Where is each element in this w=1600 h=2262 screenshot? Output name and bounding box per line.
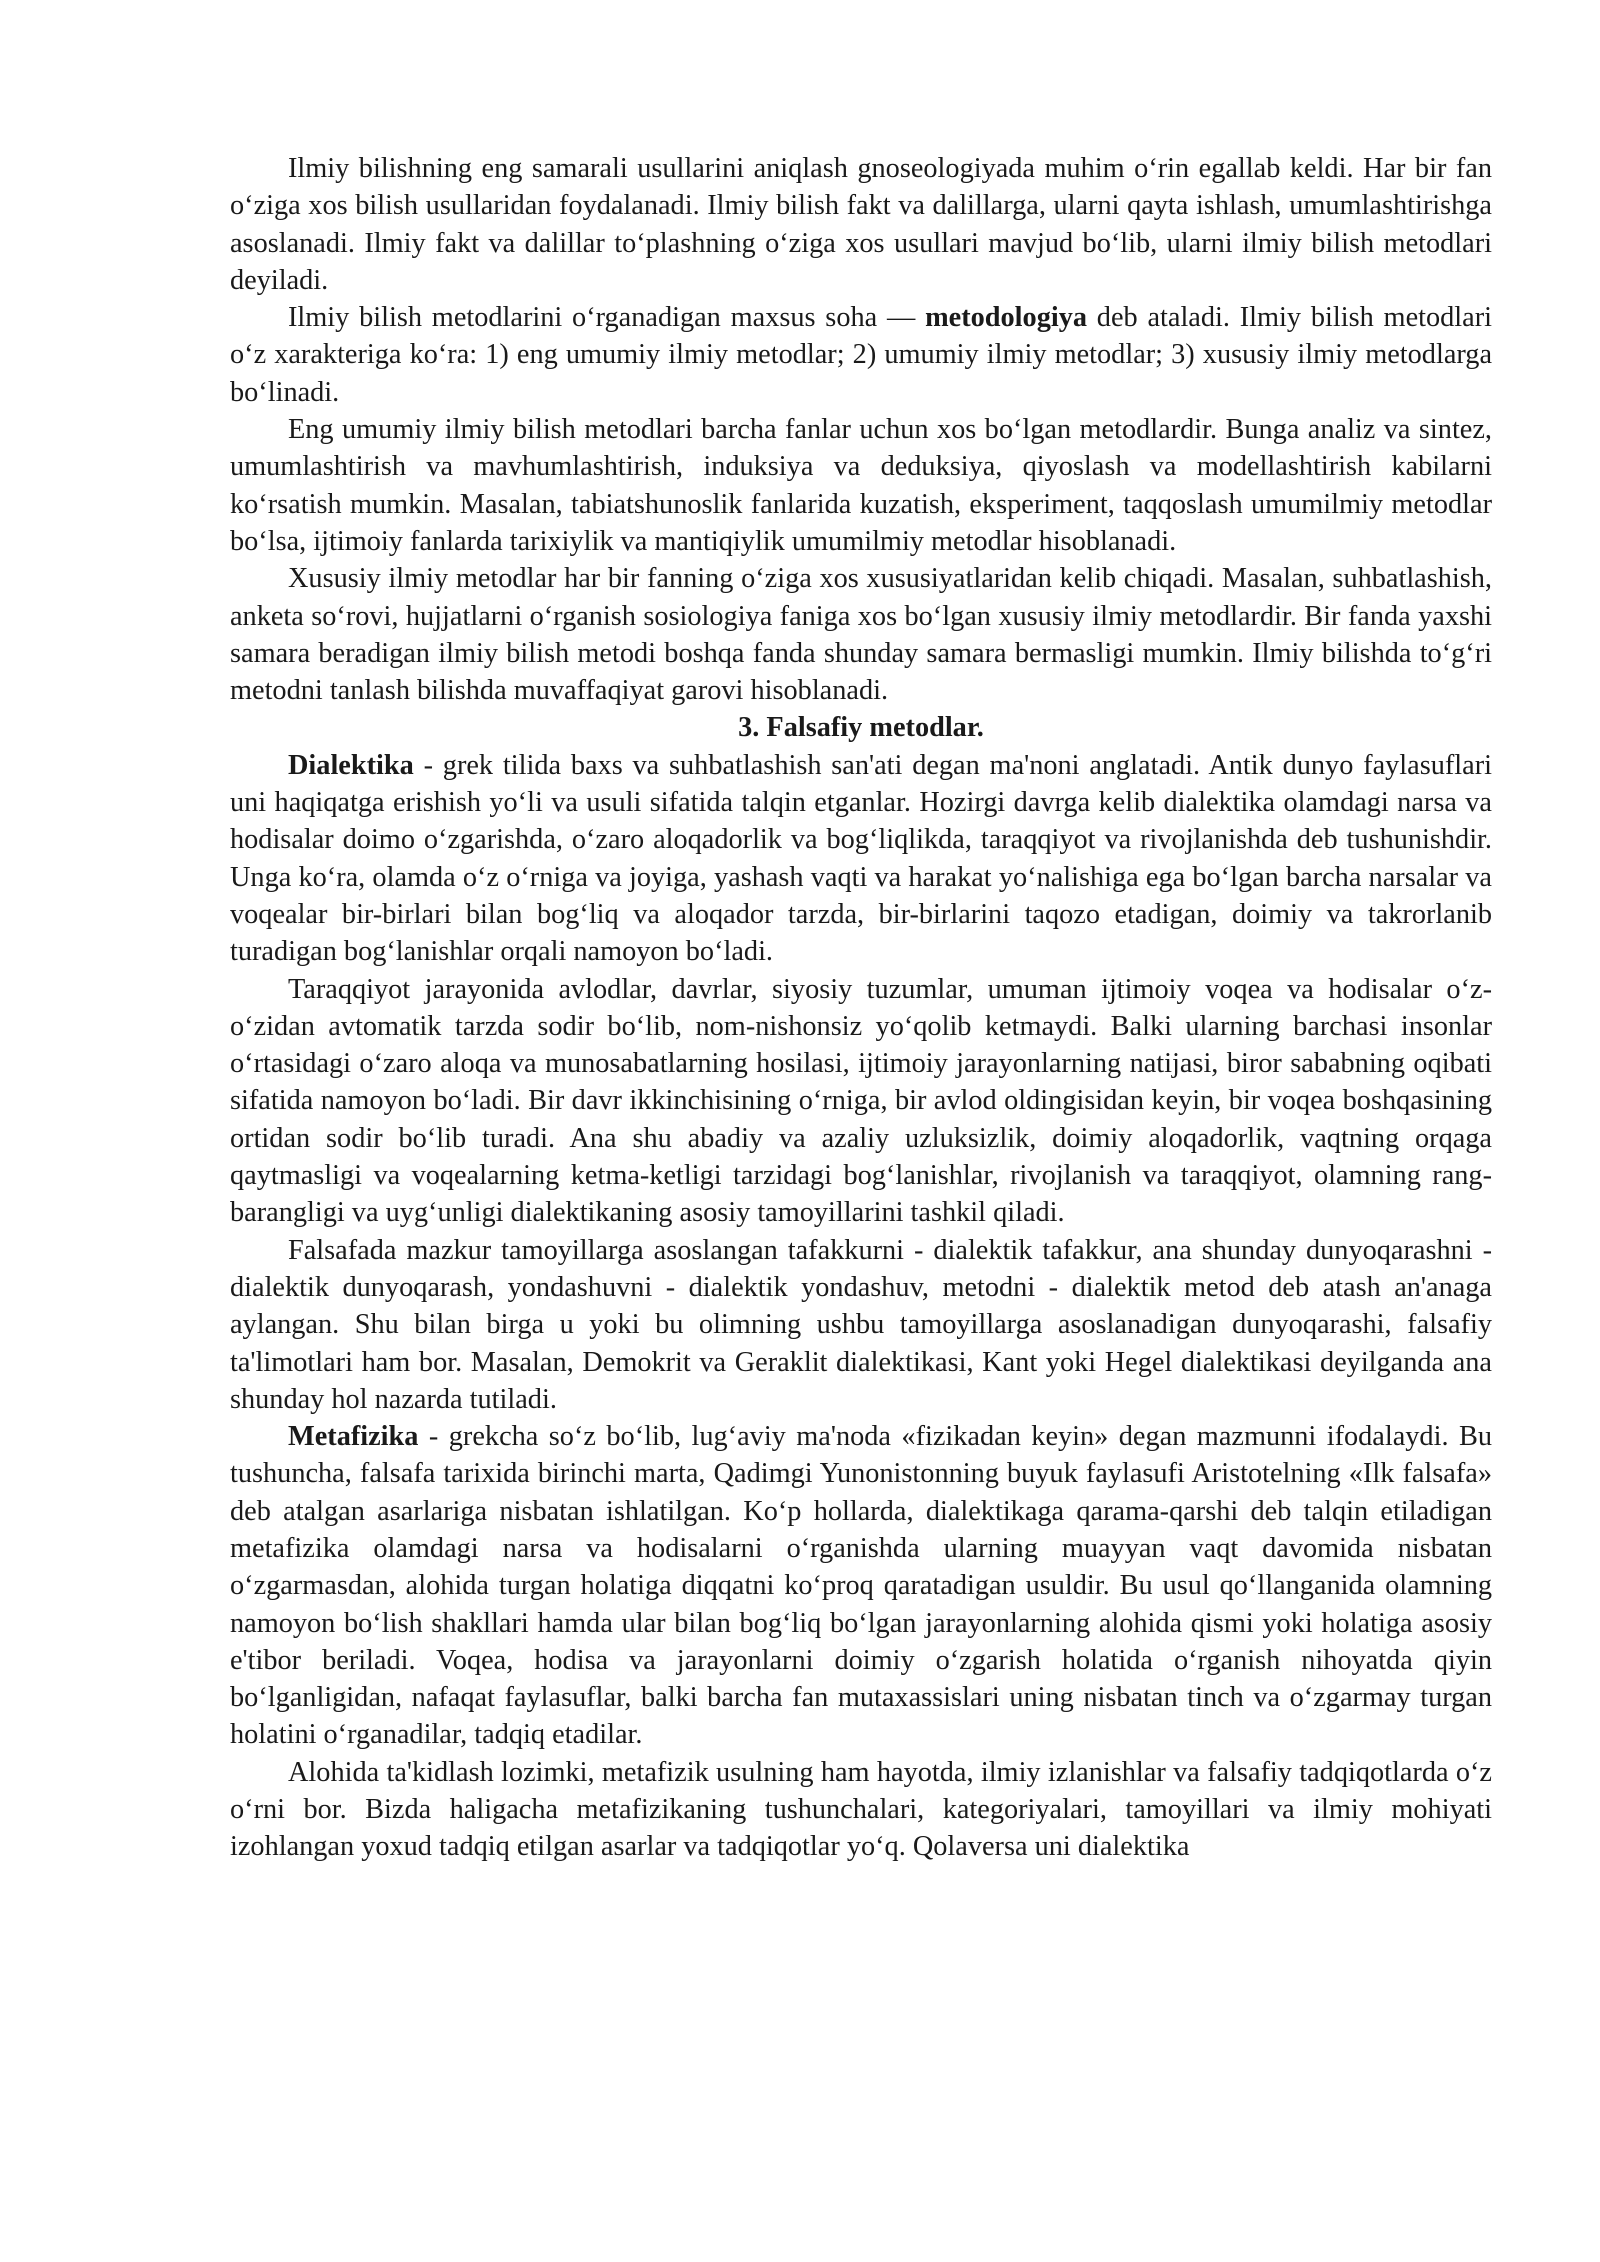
document-page (230, 150, 1492, 1866)
paragraph-2 (230, 299, 1492, 411)
paragraph-1: Ilmiy bilishning eng samarali usullarini aniqlash gnoseologiyada muhim o‘rin egallab keldi. Har bir fan o‘ziga xos bilish usullaridan foydalanadi. Ilmiy bilish fakt va dalillarga, ularni qayta ishlash, umumlashtirishga asoslanadi. Ilmiy fakt va dalillar to‘plashning o‘ziga xos usullari mavjud bo‘lib, ularni ilmiy bilish metodlari deyiladi. (230, 153, 1492, 296)
paragraph-8 (230, 1418, 1492, 1754)
section-heading: 3. Falsafiy metodlar. (738, 712, 984, 744)
paragraph-6: Taraqqiyot jarayonida avlodlar, davrlar, siyosiy tuzumlar, umuman ijtimoiy voqea va hodisalar o‘z-o‘zidan avtomatik tarzda sodir bo‘lib, nom-nishonsiz yo‘qolib ketmaydi. Balki ularning barchasi insonlar o‘rtasidagi o‘zaro aloqa va munosabatlarning hosilasi, ijtimoiy jarayonlarning natijasi, biror sababning oqibati sifatida namoyon bo‘ladi. Bir davr ikkinchisining o‘rniga, bir avlod oldingisidan keyin, bir voqea boshqasining ortidan sodir bo‘lib turadi. Ana shu abadiy va azaliy uzluksizlik, doimiy aloqadorlik, vaqtning orqaga qaytmasligi va voqealarning ketma-ketligi tarzidagi bog‘lanishlar, rivojlanish va taraqqiyot, olamning rang-barangligi va uyg‘unligi dialektikaning asosiy tamoyillarini tashkil qiladi. (230, 973, 1492, 1229)
paragraph-5-text: - grek tilida baxs va suhbatlashish san'ati degan ma'noni anglatadi. Antik dunyo faylasuflari uni haqiqatga erishish yo‘li va usuli sifatida talqin etganlar. Hozirgi davrga kelib dialektika olamdagi narsa va hodisalar doimo o‘zgarishda, o‘zaro aloqadorlik va bog‘liqlikda, taraqqiyot va rivojlanishda deb tushunishdir. Unga ko‘ra, olamda o‘z o‘rniga va joyiga, yashash vaqti va harakat yo‘nalishiga ega bo‘lgan barcha narsalar va voqealar bir-birlari bilan bog‘liq va aloqador tarzda, bir-birlarini taqozo etadigan, doimiy va takrorlanib turadigan bog‘lanishlar orqali namoyon bo‘ladi. (230, 749, 1492, 968)
paragraph-2-text-end: deb ataladi. Ilmiy bilish metodlari o‘z xarakteriga ko‘ra: 1) eng umumiy ilmiy metodlar; 2) umumiy ilmiy metodlar; 3) xususiy ilmiy metodlarga bo‘linadi. (230, 302, 1492, 408)
paragraph-5 (230, 747, 1492, 971)
paragraph-3: Eng umumiy ilmiy bilish metodlari barcha fanlar uchun xos bo‘lgan metodlardir. Bunga analiz va sintez, umumlashtirish va mavhumlashtirish, induksiya va deduksiya, qiyoslash va modellashtirish kabilarni ko‘rsatish mumkin. Masalan, tabiatshunoslik fanlarida kuzatish, eksperiment, taqqoslash umumilmiy metodlar bo‘lsa, ijtimoiy fanlarda tarixiylik va mantiqiylik umumilmiy metodlar hisoblanadi. (230, 414, 1492, 557)
term-metafizika: Metafizika (288, 1421, 419, 1453)
term-metodologiya: metodologiya (925, 302, 1087, 334)
paragraph-2-text-start: Ilmiy bilish metodlarini o‘rganadigan maxsus soha — (288, 302, 926, 334)
term-dialektika: Dialektika (288, 749, 414, 781)
paragraph-4: Xususiy ilmiy metodlar har bir fanning o‘ziga xos xususiyatlaridan kelib chiqadi. Masalan, suhbatlashish, anketa so‘rovi, hujjatlarni o‘rganish sosiologiya faniga xos bo‘lgan xususiy ilmiy metodlardir. Bir fanda yaxshi samara beradigan ilmiy bilish metodi boshqa fanda shunday samara bermasligi mumkin. Ilmiy bilishda to‘g‘ri metodni tanlash bilishda muvaffaqiyat garovi hisoblanadi. (230, 563, 1492, 707)
paragraph-8-text: - grekcha so‘z bo‘lib, lug‘aviy ma'noda «fizikadan keyin» degan mazmunni ifodalaydi. Bu tushuncha, falsafa tarixida birinchi marta, Qadimgi Yunonistonning buyuk faylasufi Aristotelning «Ilk falsafa» deb atalgan asarlariga nisbatan ishlatilgan. Ko‘p hollarda, dialektikaga qarama-qarshi deb talqin etiladigan metafizika olamdagi narsa va hodisalarni o‘rganishda ularning muayyan vaqt davomida nisbatan o‘zgarmasdan, alohida turgan holatiga diqqatni ko‘proq qaratadigan usuldir. Bu usul qo‘llanganida olamning namoyon bo‘lish shakllari hamda ular bilan bog‘liq bo‘lgan jarayonlarning alohida qismi yoki holatiga asosiy e'tibor beriladi. Voqea, hodisa va jarayonlarni doimiy o‘zgarish holatida o‘rganish nihoyatda qiyin bo‘lganligidan, nafaqat faylasuflar, balki barcha fan mutaxassislari uning nisbatan tinch va o‘zgarmay turgan holatini o‘rganadilar, tadqiq etadilar. (230, 1421, 1492, 1751)
paragraph-7: Falsafada mazkur tamoyillarga asoslangan tafakkurni - dialektik tafakkur, ana shunday dunyoqarashni - dialektik dunyoqarash, yondashuvni - dialektik yondashuv, metodni - dialektik metod deb atash an'anaga aylangan. Shu bilan birga u yoki bu olimning ushbu tamoyillarga asoslanadigan dunyoqarashi, falsafiy ta'limotlari ham bor. Masalan, Demokrit va Geraklit dialektikasi, Kant yoki Hegel dialektikasi deyilganda ana shunday hol nazarda tutiladi. (230, 1234, 1492, 1415)
paragraph-9: Alohida ta'kidlash lozimki, metafizik usulning ham hayotda, ilmiy izlanishlar va falsafiy tadqiqotlarda o‘z o‘rni bor. Bizda haligacha metafizikaning tushunchalari, kategoriyalari, tamoyillari va ilmiy mohiyati izohlangan yoxud tadqiq etilgan asarlar va tadqiqotlar yo‘q. Qolaversa uni dialektika (230, 1756, 1492, 1863)
